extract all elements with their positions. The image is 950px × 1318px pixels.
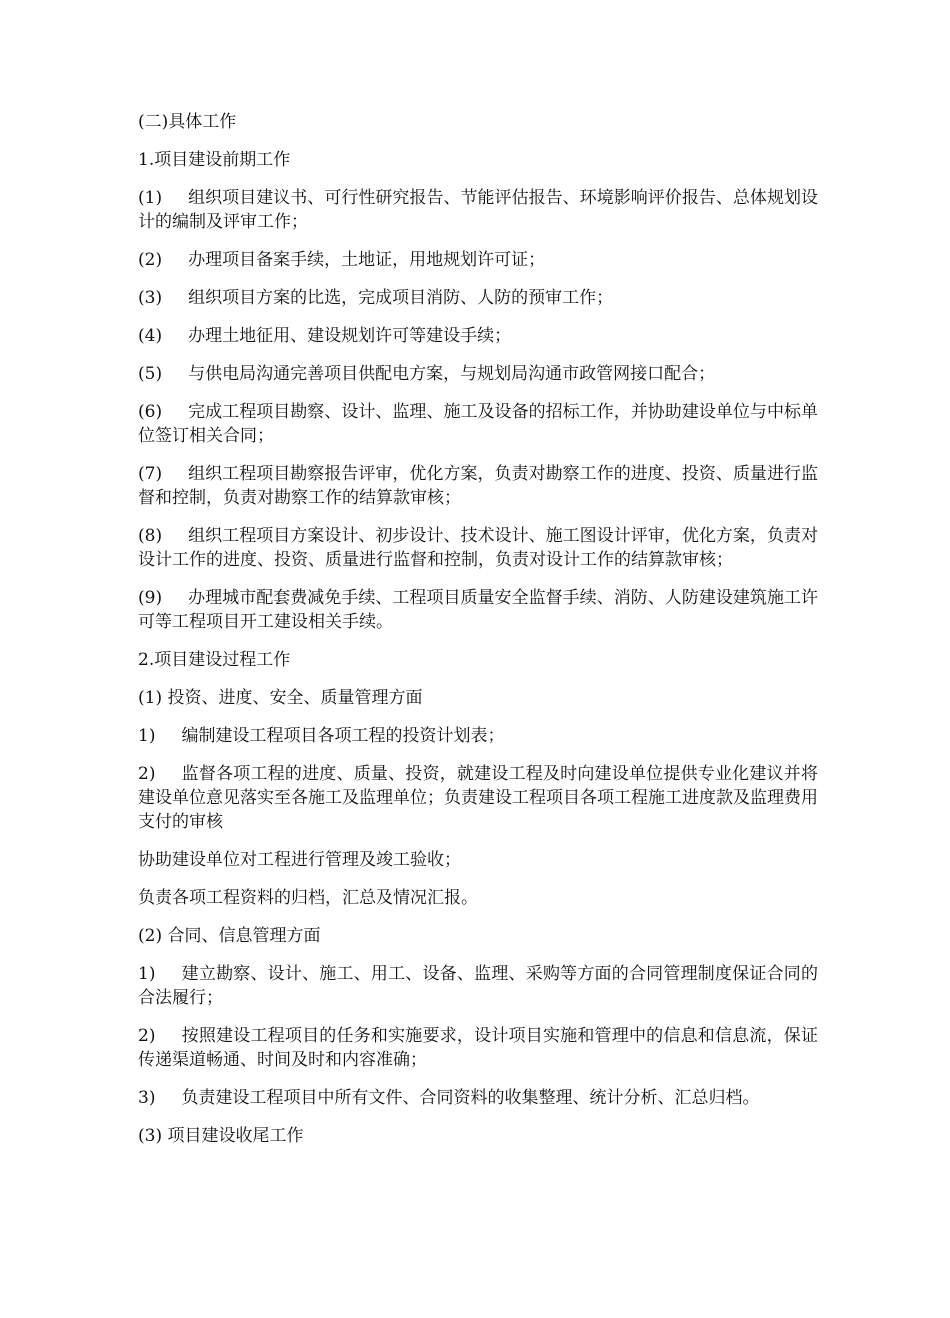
list-item (138, 586, 818, 634)
item-marker: 3) (138, 1088, 156, 1108)
item-text: 办理城市配套费减免手续、工程项目质量安全监督手续、消防、人防建设建筑施工许可等工程项目开工建设相关手续。 (138, 588, 818, 632)
list-item (138, 248, 818, 272)
section-title: 1.项目建设前期工作 (138, 150, 291, 170)
subsection-title: (2) 合同、信息管理方面 (138, 926, 321, 946)
item-marker: 2) (138, 764, 156, 784)
item-text: 按照建设工程项目的任务和实施要求，设计项目实施和管理中的信息和信息流，保证传递渠道畅通、时间及时和内容准确； (138, 1026, 818, 1070)
paragraph: 协助建设单位对工程进行管理及竣工验收； (138, 850, 461, 870)
list-item (138, 362, 818, 386)
item-marker: (6) (138, 402, 163, 422)
item-marker: (9) (138, 588, 163, 608)
list-item (138, 186, 818, 234)
section-title: 2.项目建设过程工作 (138, 650, 291, 670)
item-text: 组织工程项目勘察报告评审，优化方案，负责对勘察工作的进度、投资、质量进行监督和控制，负责对勘察工作的结算款审核； (138, 464, 818, 508)
item-marker: (4) (138, 326, 163, 346)
item-text: 建立勘察、设计、施工、用工、设备、监理、采购等方面的合同管理制度保证合同的合法履行； (138, 964, 818, 1008)
list-item (138, 762, 818, 834)
list-item (138, 400, 818, 448)
item-text: 办理项目备案手续，土地证，用地规划许可证； (188, 250, 546, 270)
list-item (138, 1024, 818, 1072)
item-marker: (7) (138, 464, 163, 484)
list-item (138, 1086, 818, 1110)
item-text: 编制建设工程项目各项工程的投资计划表； (181, 726, 505, 746)
list-item (138, 286, 818, 310)
item-marker: (1) (138, 188, 163, 208)
heading: (二)具体工作 (138, 112, 237, 132)
item-text: 办理土地征用、建设规划许可等建设手续； (188, 326, 512, 346)
item-text: 组织工程项目方案设计、初步设计、技术设计、施工图设计评审，优化方案，负责对设计工作的进度、投资、质量进行监督和控制，负责对设计工作的结算款审核； (138, 526, 818, 570)
item-marker: 1) (138, 964, 156, 984)
list-item (138, 724, 818, 748)
subsection-title: (1) 投资、进度、安全、质量管理方面 (138, 688, 423, 708)
item-text: 组织项目建议书、可行性研究报告、节能评估报告、环境影响评价报告、总体规划设计的编制及评审工作； (138, 188, 818, 232)
item-marker: (3) (138, 288, 163, 308)
item-marker: 2) (138, 1026, 156, 1046)
item-marker: (5) (138, 364, 163, 384)
item-text: 完成工程项目勘察、设计、监理、施工及设备的招标工作，并协助建设单位与中标单位签订相关合同； (138, 402, 818, 446)
item-marker: (2) (138, 250, 163, 270)
item-marker: 1) (138, 726, 156, 746)
item-text: 监督各项工程的进度、质量、投资，就建设工程及时向建设单位提供专业化建议并将建设单位意见落实至各施工及监理单位；负责建设工程项目各项工程施工进度款及监理费用支付的审核 (138, 764, 818, 832)
paragraph: 负责各项工程资料的归档，汇总及情况汇报。 (138, 888, 478, 908)
list-item (138, 962, 818, 1010)
list-item (138, 462, 818, 510)
subsection-title: (3) 项目建设收尾工作 (138, 1126, 304, 1146)
item-text: 组织项目方案的比选，完成项目消防、人防的预审工作； (188, 288, 614, 308)
document-page (138, 110, 818, 1162)
list-item (138, 524, 818, 572)
item-text: 负责建设工程项目中所有文件、合同资料的收集整理、统计分析、汇总归档。 (181, 1088, 760, 1108)
item-marker: (8) (138, 526, 163, 546)
item-text: 与供电局沟通完善项目供配电方案，与规划局沟通市政管网接口配合； (188, 364, 716, 384)
list-item (138, 324, 818, 348)
